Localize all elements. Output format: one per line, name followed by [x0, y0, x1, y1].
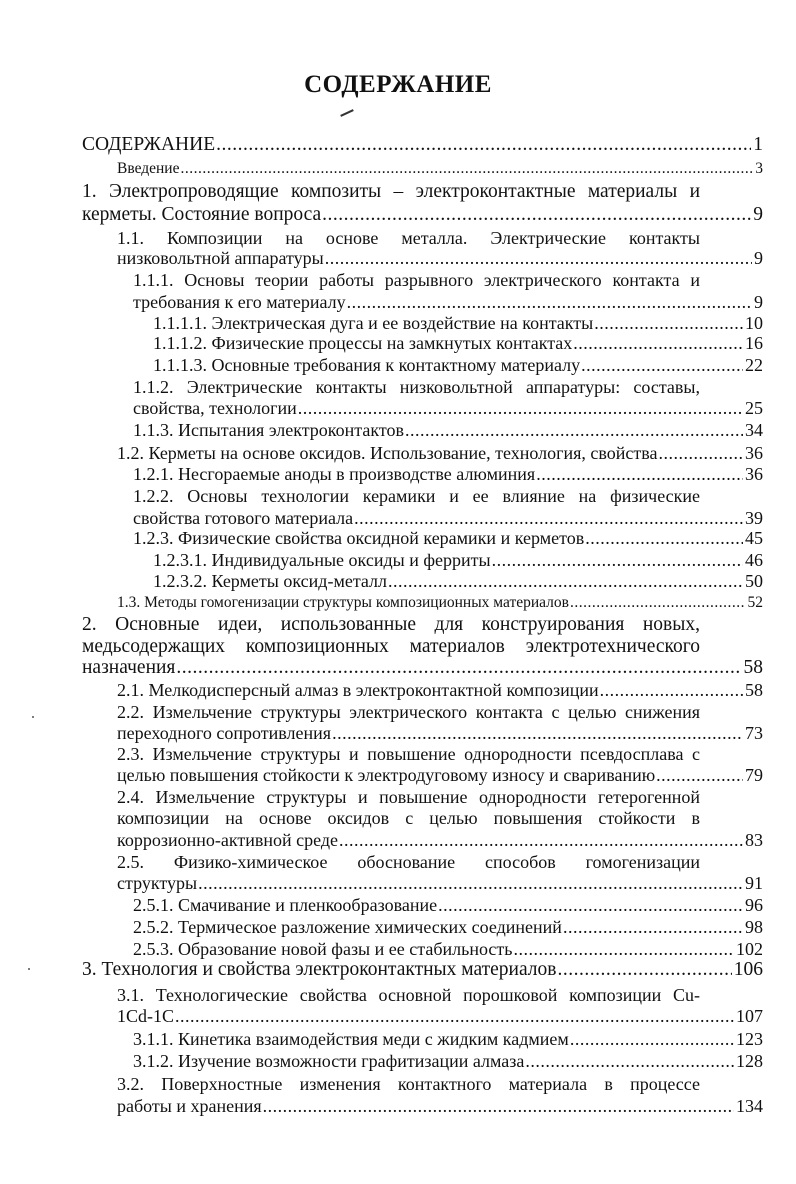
page-number: 52	[747, 594, 763, 611]
dot-leader	[198, 873, 743, 893]
toc-entry-line	[133, 270, 700, 290]
page-number: 34	[745, 420, 763, 440]
toc-entry-line	[117, 787, 700, 807]
toc-entry-text: 1.2. Керметы на основе оксидов. Использование, технология, свойства	[117, 443, 658, 463]
dot-leader	[659, 443, 743, 463]
dot-leader	[322, 205, 751, 225]
toc-entry-text: 3.1.1. Кинетика взаимодействия меди с жидким кадмием	[133, 1029, 569, 1049]
page-number: 58	[743, 657, 763, 678]
toc-entry-text: керметы. Состояние вопроса	[82, 204, 322, 225]
toc-entry-text: 1.2.1. Несгораемые аноды в производстве алюминия	[133, 464, 536, 484]
dot-leader	[492, 550, 743, 570]
toc-entry-line-with-page	[82, 135, 763, 155]
toc-entry-text: 2.4. Измельчение структуры и повышение однородности гетерогенной	[117, 787, 700, 807]
toc-entry-line-with-page	[117, 680, 763, 700]
toc-entry-line	[133, 377, 700, 397]
page-number: 46	[745, 550, 763, 570]
scan-speck	[28, 968, 30, 970]
page-number: 79	[745, 765, 763, 785]
toc-entry-line-with-page	[153, 333, 763, 353]
page-number: 134	[736, 1096, 763, 1116]
page-number: 9	[754, 248, 763, 268]
toc-entry-line	[117, 702, 700, 722]
page-number: 9	[753, 204, 763, 225]
toc-entry-line-with-page	[153, 571, 763, 591]
toc-entry-line-with-page	[117, 443, 763, 463]
toc-entry-text: 3. Технология и свойства электроконтактных материалов	[82, 959, 557, 980]
page-number: 36	[745, 443, 763, 463]
toc-entry-text: свойства, технологии	[133, 398, 297, 418]
toc-entry-text: СОДЕРЖАНИЕ	[82, 134, 216, 155]
page-number: 106	[733, 959, 763, 980]
toc-entry-line-with-page	[153, 550, 763, 570]
toc-entry-line-with-page	[133, 1051, 763, 1071]
toc-entry-text: 1.1.1.2. Физические процессы на замкнутых контактах	[153, 333, 573, 353]
toc-entry-line	[82, 182, 700, 202]
dot-leader	[557, 960, 731, 980]
toc-entry-text: коррозионно-активной среде	[117, 830, 338, 850]
dot-leader	[573, 333, 743, 353]
pen-mark	[340, 109, 354, 117]
page-number: 10	[745, 313, 763, 333]
toc-entry-text: 1.1.1.3. Основные требования к контактному материалу	[153, 355, 581, 375]
toc-entry-text: переходного сопротивления	[117, 723, 332, 743]
toc-entry-text: композиции на основе оксидов с целью повышения стойкости в	[117, 808, 700, 828]
toc-entry-text: требования к его материалу	[133, 292, 346, 312]
toc-entry-text: 1.2.3.1. Индивидуальные оксиды и ферриты	[153, 550, 491, 570]
page-number: 39	[745, 508, 763, 528]
page-number: 107	[736, 1006, 763, 1026]
toc-entry-line-with-page	[117, 248, 763, 268]
toc-entry-text: 1.1.1.1. Электрическая дуга и ее воздействие на контакты	[153, 313, 594, 333]
page-number: 123	[736, 1029, 763, 1049]
toc-entry-text: 2.5.1. Смачивание и пленкообразование	[133, 895, 438, 915]
toc-entry-text: Введение	[117, 160, 180, 177]
dot-leader	[263, 1096, 734, 1116]
toc-entry-line-with-page	[117, 159, 763, 179]
toc-entry-line-with-page	[82, 658, 763, 678]
toc-entry-line-with-page	[117, 593, 763, 613]
toc-entry-line-with-page	[117, 873, 763, 893]
dot-leader	[347, 292, 752, 312]
toc-entry-line-with-page	[82, 205, 763, 225]
dot-leader	[525, 1051, 734, 1071]
dot-leader	[570, 593, 746, 613]
toc-entry-text: 2.5. Физико-химическое обоснование способов гомогенизации	[117, 852, 700, 872]
toc-entry-line-with-page	[82, 960, 763, 980]
dot-leader	[176, 658, 741, 678]
toc-entry-text: 1.1. Композиции на основе металла. Электрические контакты	[117, 228, 700, 248]
toc-entry-line-with-page	[133, 508, 763, 528]
toc-entry-line	[82, 637, 700, 657]
toc-entry-text: 2.1. Мелкодисперсный алмаз в электроконтактной композиции	[117, 680, 599, 700]
toc-entry-line-with-page	[117, 765, 763, 785]
dot-leader	[175, 1006, 734, 1026]
toc-entry-text: 3.1. Технологические свойства основной порошковой композиции Cu-	[117, 985, 700, 1005]
dot-leader	[513, 939, 734, 959]
page-number: 25	[745, 398, 763, 418]
toc-entry-text: 1. Электропроводящие композиты – электроконтактные материалы и	[82, 181, 700, 202]
toc-entry-line-with-page	[133, 420, 763, 440]
toc-entry-text: медьсодержащих композиционных материалов электротехнического	[82, 636, 700, 657]
dot-leader	[570, 1029, 734, 1049]
toc-entry-line-with-page	[133, 895, 763, 915]
toc-entry-line	[117, 852, 700, 872]
dot-leader	[405, 420, 743, 440]
toc-entry-text: 2.2. Измельчение структуры электрического контакта с целью снижения	[117, 702, 700, 722]
dot-leader	[354, 508, 743, 528]
toc-entry-text: 1.2.3.2. Керметы оксид-металл	[153, 571, 388, 591]
toc-entry-line-with-page	[133, 917, 763, 937]
dot-leader	[325, 248, 752, 268]
toc-entry-line-with-page	[133, 528, 763, 548]
toc-entry-line	[117, 228, 700, 248]
toc-entry-line-with-page	[117, 1006, 763, 1026]
page-number: 73	[745, 723, 763, 743]
toc-entry-text: 1.3. Методы гомогенизации структуры композиционных материалов	[117, 594, 569, 611]
page-number: 50	[745, 571, 763, 591]
page-number: 36	[745, 464, 763, 484]
toc-entry-line	[117, 1074, 700, 1094]
toc-entry-text: 2.5.3. Образование новой фазы и ее стабильность	[133, 939, 513, 959]
toc-entry-line-with-page	[117, 1096, 763, 1116]
toc-entry-line-with-page	[153, 313, 763, 333]
toc-entry-text: 1.1.1. Основы теории работы разрывного электрического контакта и	[133, 270, 700, 290]
toc-entry-text: свойства готового материала	[133, 508, 354, 528]
toc-entry-line-with-page	[133, 464, 763, 484]
toc-entry-line	[133, 486, 700, 506]
toc-entry-line-with-page	[133, 292, 763, 312]
toc-entry-text: 3.2. Поверхностные изменения контактного материала в процессе	[117, 1074, 700, 1094]
toc-entry-text: структуры	[117, 873, 198, 893]
toc-entry-text: 2.3. Измельчение структуры и повышение однородности псевдосплава с	[117, 744, 700, 764]
toc-entry-text: 1Cd-1C	[117, 1006, 175, 1026]
toc-entry-text: 1.2.3. Физические свойства оксидной керамики и керметов	[133, 528, 585, 548]
page-number: 83	[745, 830, 763, 850]
page-number: 128	[736, 1051, 763, 1071]
toc-entry-line-with-page	[133, 398, 763, 418]
page-number: 96	[745, 895, 763, 915]
page-number: 16	[745, 333, 763, 353]
page-number: 58	[745, 680, 763, 700]
toc-entry-line-with-page	[153, 355, 763, 375]
toc-entry-text: целью повышения стойкости к электродуговому износу и свариванию	[117, 765, 656, 785]
toc-entry-line	[117, 985, 700, 1005]
dot-leader	[438, 895, 743, 915]
dot-leader	[656, 765, 743, 785]
page-number: 98	[745, 917, 763, 937]
dot-leader	[298, 398, 743, 418]
toc-entry-text: работы и хранения	[117, 1096, 262, 1116]
page-number: 3	[755, 160, 763, 177]
page-number: 91	[745, 873, 763, 893]
dot-leader	[600, 680, 743, 700]
toc-entry-text: 2.5.2. Термическое разложение химических соединений	[133, 917, 562, 937]
toc-entry-line	[117, 744, 700, 764]
toc-entry-line	[117, 808, 700, 828]
dot-leader	[585, 528, 743, 548]
dot-leader	[581, 355, 743, 375]
toc-entry-line-with-page	[133, 939, 763, 959]
toc-entry-line-with-page	[117, 830, 763, 850]
toc-entry-text: низковольтной аппаратуры	[117, 248, 324, 268]
dot-leader	[594, 313, 743, 333]
dot-leader	[332, 723, 743, 743]
toc-entry-text: 1.1.2. Электрические контакты низковольтной аппаратуры: составы,	[133, 377, 700, 397]
dot-leader	[388, 571, 743, 591]
toc-entry-text: назначения	[82, 657, 176, 678]
page-number: 9	[754, 292, 763, 312]
dot-leader	[216, 135, 751, 155]
dot-leader	[180, 159, 753, 179]
dot-leader	[339, 830, 743, 850]
page-number: 1	[753, 134, 763, 155]
page-title: СОДЕРЖАНИЕ	[304, 71, 492, 98]
dot-leader	[563, 917, 743, 937]
toc-entry-line	[82, 615, 700, 635]
dot-leader	[536, 464, 743, 484]
toc-entry-line-with-page	[117, 723, 763, 743]
toc-entry-text: 2. Основные идеи, использованные для конструирования новых,	[82, 614, 700, 635]
toc-entry-text: 1.2.2. Основы технологии керамики и ее влияние на физические	[133, 486, 700, 506]
toc-entry-text: 3.1.2. Изучение возможности графитизации алмаза	[133, 1051, 525, 1071]
toc-entry-text: 1.1.3. Испытания электроконтактов	[133, 420, 404, 440]
page-number: 45	[745, 528, 763, 548]
toc-entry-line-with-page	[133, 1029, 763, 1049]
scan-speck	[32, 716, 34, 718]
page-number: 102	[736, 939, 763, 959]
page-number: 22	[745, 355, 763, 375]
